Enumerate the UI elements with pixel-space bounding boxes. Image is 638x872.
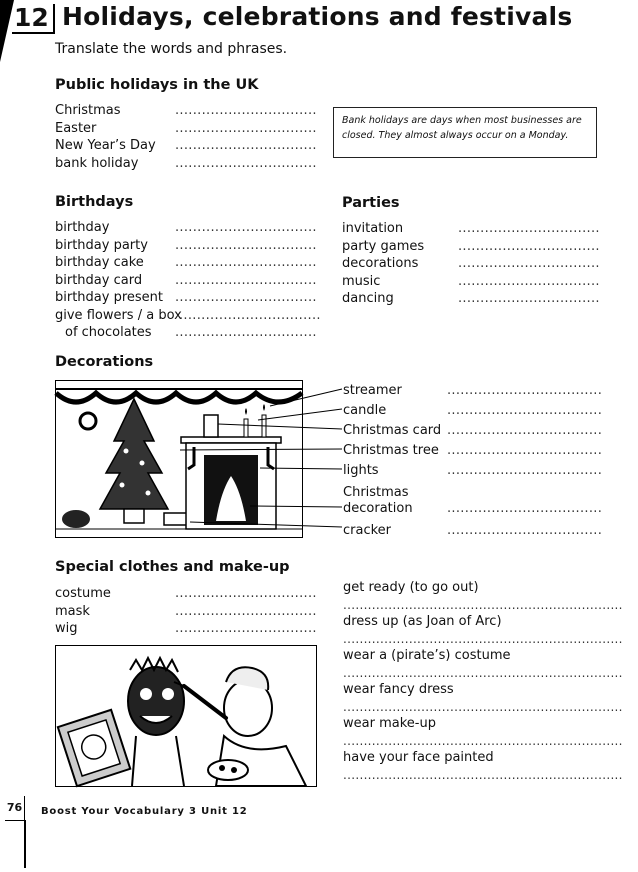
- list-item: birthday present ................................: [55, 290, 317, 305]
- list-item: birthday cake ................................: [55, 255, 317, 270]
- list-item: give flowers / a box ................................: [55, 307, 321, 323]
- answer-blank[interactable]: ................................: [175, 120, 317, 136]
- list-item: party games ................................: [342, 238, 600, 254]
- heading-special-clothes: Special clothes and make-up: [55, 559, 290, 575]
- answer-blank[interactable]: ...................................: [447, 443, 603, 458]
- list-item: bank holiday ................................: [55, 155, 317, 171]
- list-item: Christmas ................................: [55, 103, 317, 118]
- answer-blank[interactable]: ................................: [458, 273, 600, 289]
- birthdays-list: [55, 219, 321, 342]
- answer-blank[interactable]: ................................: [175, 103, 317, 118]
- footer-rule: [24, 820, 26, 868]
- answer-blank[interactable]: ................................: [175, 586, 317, 601]
- bank-holiday-note: Bank holidays are days when most businesses are closed. They almost always occur on a Monday.: [333, 107, 597, 158]
- answer-line[interactable]: ....................................................................: [343, 598, 623, 612]
- book-title: Boost Your Vocabulary 3 Unit 12: [41, 806, 248, 817]
- phrase-item: dress up (as Joan of Arc): [343, 614, 502, 629]
- phrase-item: get ready (to go out): [343, 580, 479, 595]
- answer-line[interactable]: ....................................................................: [343, 700, 623, 714]
- heading-public-holidays: Public holidays in the UK: [55, 77, 259, 93]
- answer-blank[interactable]: ...................................: [447, 463, 603, 478]
- list-item: birthday card ................................: [55, 272, 317, 288]
- list-item: Christmas card ...................................: [343, 421, 593, 441]
- list-item: streamer ...................................: [343, 381, 593, 401]
- answer-line[interactable]: ....................................................................: [343, 768, 623, 782]
- list-item: candle ...................................: [343, 401, 593, 421]
- label-leader-lines: [200, 380, 345, 540]
- heading-birthdays: Birthdays: [55, 194, 134, 210]
- page-number: 76: [5, 796, 25, 821]
- answer-blank[interactable]: ................................: [458, 221, 600, 236]
- face-painting-illustration: [55, 645, 317, 787]
- answer-blank[interactable]: ...................................: [447, 403, 603, 418]
- instructions: Translate the words and phrases.: [55, 41, 288, 57]
- face-painting-icon: [56, 646, 316, 786]
- answer-blank[interactable]: ................................: [179, 307, 321, 323]
- answer-line[interactable]: ....................................................................: [343, 734, 623, 748]
- list-item: Easter ................................: [55, 120, 317, 136]
- phrase-item: have your face painted: [343, 750, 494, 765]
- answer-blank[interactable]: ................................: [175, 237, 317, 253]
- list-item: Christmas tree ...................................: [343, 441, 593, 461]
- list-item: music ................................: [342, 273, 600, 289]
- list-item: dancing ................................: [342, 291, 600, 306]
- answer-blank[interactable]: ................................: [175, 621, 317, 636]
- list-item: New Year’s Day ................................: [55, 138, 317, 153]
- decorations-labels: [343, 381, 603, 539]
- answer-blank[interactable]: ................................: [458, 238, 600, 254]
- list-item: lights ...................................: [343, 461, 593, 481]
- page-title: Holidays, celebrations and festivals: [62, 2, 573, 31]
- unit-number: 12: [12, 4, 55, 34]
- answer-blank[interactable]: ................................: [175, 255, 317, 270]
- list-item: birthday ................................: [55, 220, 317, 235]
- phrase-item: wear make-up: [343, 716, 436, 731]
- answer-blank[interactable]: ................................: [175, 155, 317, 171]
- heading-parties: Parties: [342, 195, 400, 211]
- list-item: wig ................................: [55, 621, 317, 636]
- heading-decorations: Decorations: [55, 354, 154, 370]
- answer-blank[interactable]: ...................................: [447, 423, 603, 438]
- answer-blank[interactable]: ................................: [175, 138, 317, 153]
- list-item: invitation ................................: [342, 221, 600, 236]
- answer-blank[interactable]: ................................: [458, 256, 600, 271]
- answer-blank[interactable]: ................................: [175, 272, 317, 288]
- answer-blank[interactable]: ................................: [458, 291, 600, 306]
- answer-blank[interactable]: ................................: [175, 603, 317, 619]
- list-item: of chocolates ................................: [65, 325, 317, 340]
- list-item: costume ................................: [55, 586, 317, 601]
- list-item: cracker ...................................: [343, 519, 593, 539]
- answer-blank[interactable]: ...................................: [447, 501, 603, 516]
- list-item: decoration ...................................: [343, 501, 603, 516]
- list-item: decorations ................................: [342, 256, 600, 271]
- list-item: birthday party ................................: [55, 237, 317, 253]
- answer-blank[interactable]: ................................: [175, 290, 317, 305]
- answer-blank[interactable]: ................................: [175, 325, 317, 340]
- parties-list: [342, 220, 600, 308]
- special-clothes-list: [55, 585, 317, 638]
- answer-line[interactable]: ....................................................................: [343, 632, 623, 646]
- list-item: Christmas: [343, 485, 409, 500]
- phrases-list: [343, 579, 623, 783]
- answer-blank[interactable]: ................................: [175, 220, 317, 235]
- phrase-item: wear a (pirate’s) costume: [343, 648, 511, 663]
- answer-blank[interactable]: ...................................: [447, 383, 603, 398]
- answer-blank[interactable]: ...................................: [447, 523, 603, 538]
- public-holidays-list: [55, 102, 317, 172]
- phrase-item: wear fancy dress: [343, 682, 454, 697]
- answer-line[interactable]: ....................................................................: [343, 666, 623, 680]
- list-item: mask ................................: [55, 603, 317, 619]
